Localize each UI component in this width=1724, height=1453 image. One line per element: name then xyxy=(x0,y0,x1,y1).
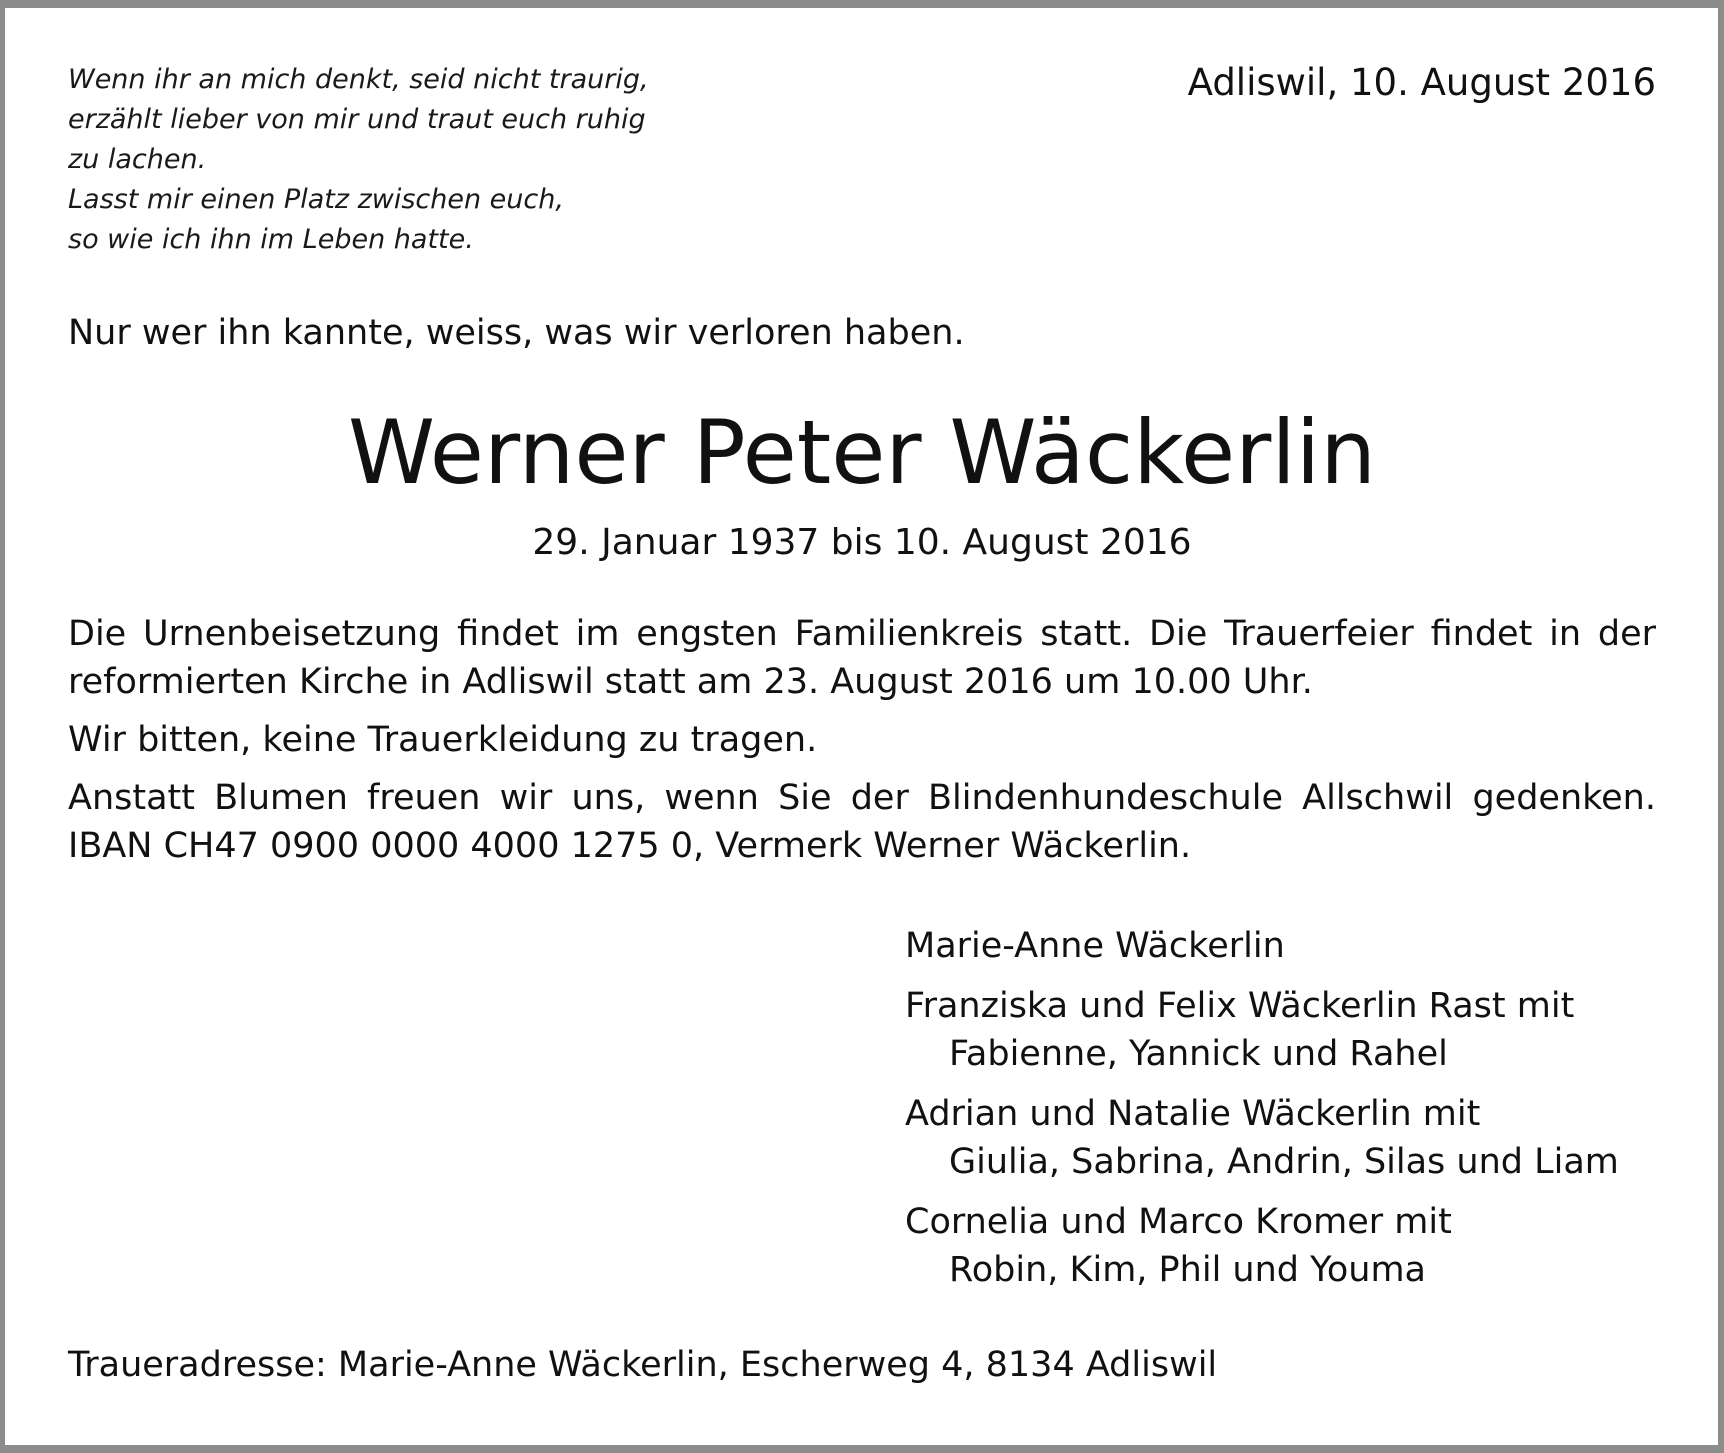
family-entry xyxy=(905,922,1619,970)
family-entry-children: Giulia, Sabrina, Andrin, Silas und Liam xyxy=(949,1142,1619,1182)
motto-line: so wie ich ihn im Leben hatte. xyxy=(68,224,474,255)
motto-line: erzählt lieber von mir und traut euch ruhig xyxy=(68,104,646,135)
motto-line: zu lachen. xyxy=(68,144,207,175)
place-date: Adliswil, 10. August 2016 xyxy=(1187,61,1656,104)
family-entry xyxy=(905,982,1619,1078)
family-list xyxy=(905,922,1619,1306)
notice-body xyxy=(68,610,1656,880)
motto-line: Wenn ihr an mich denkt, seid nicht traurig, xyxy=(68,64,649,95)
deceased-name: Werner Peter Wäckerlin xyxy=(347,401,1377,504)
family-entry-children: Fabienne, Yannick und Rahel xyxy=(949,1034,1448,1074)
family-entry-children: Robin, Kim, Phil und Youma xyxy=(949,1250,1426,1290)
family-entry xyxy=(905,1090,1619,1186)
family-entry-main: Adrian und Natalie Wäckerlin mit xyxy=(905,1094,1481,1134)
life-dates: 29. Januar 1937 bis 10. August 2016 xyxy=(532,522,1192,563)
mourning-address: Traueradresse: Marie-Anne Wäckerlin, Escherweg 4, 8134 Adliswil xyxy=(68,1345,1218,1385)
family-entry xyxy=(905,1198,1619,1294)
motto-line: Lasst mir einen Platz zwischen euch, xyxy=(68,184,564,215)
family-entry-main: Marie-Anne Wäckerlin xyxy=(905,926,1285,966)
donation-paragraph: Anstatt Blumen freuen wir uns, wenn Sie der Blindenhundeschule Allschwil gedenken. IBAN CH47 0900 0000 4000 1275 0, Vermerk Werner Wäckerlin. xyxy=(68,778,1656,866)
family-entry-main: Franziska und Felix Wäckerlin Rast mit xyxy=(905,986,1575,1026)
ceremony-paragraph: Die Urnenbeisetzung findet im engsten Familienkreis statt. Die Trauerfeier findet in der reformierten Kirche in Adliswil statt am 23. August 2016 um 10.00 Uhr. xyxy=(68,614,1656,702)
family-entry-main: Cornelia und Marco Kromer mit xyxy=(905,1202,1452,1242)
dress-paragraph: Wir bitten, keine Trauerkleidung zu tragen. xyxy=(68,720,818,760)
intro-sentence: Nur wer ihn kannte, weiss, was wir verloren haben. xyxy=(68,313,965,353)
motto-poem xyxy=(68,60,649,260)
